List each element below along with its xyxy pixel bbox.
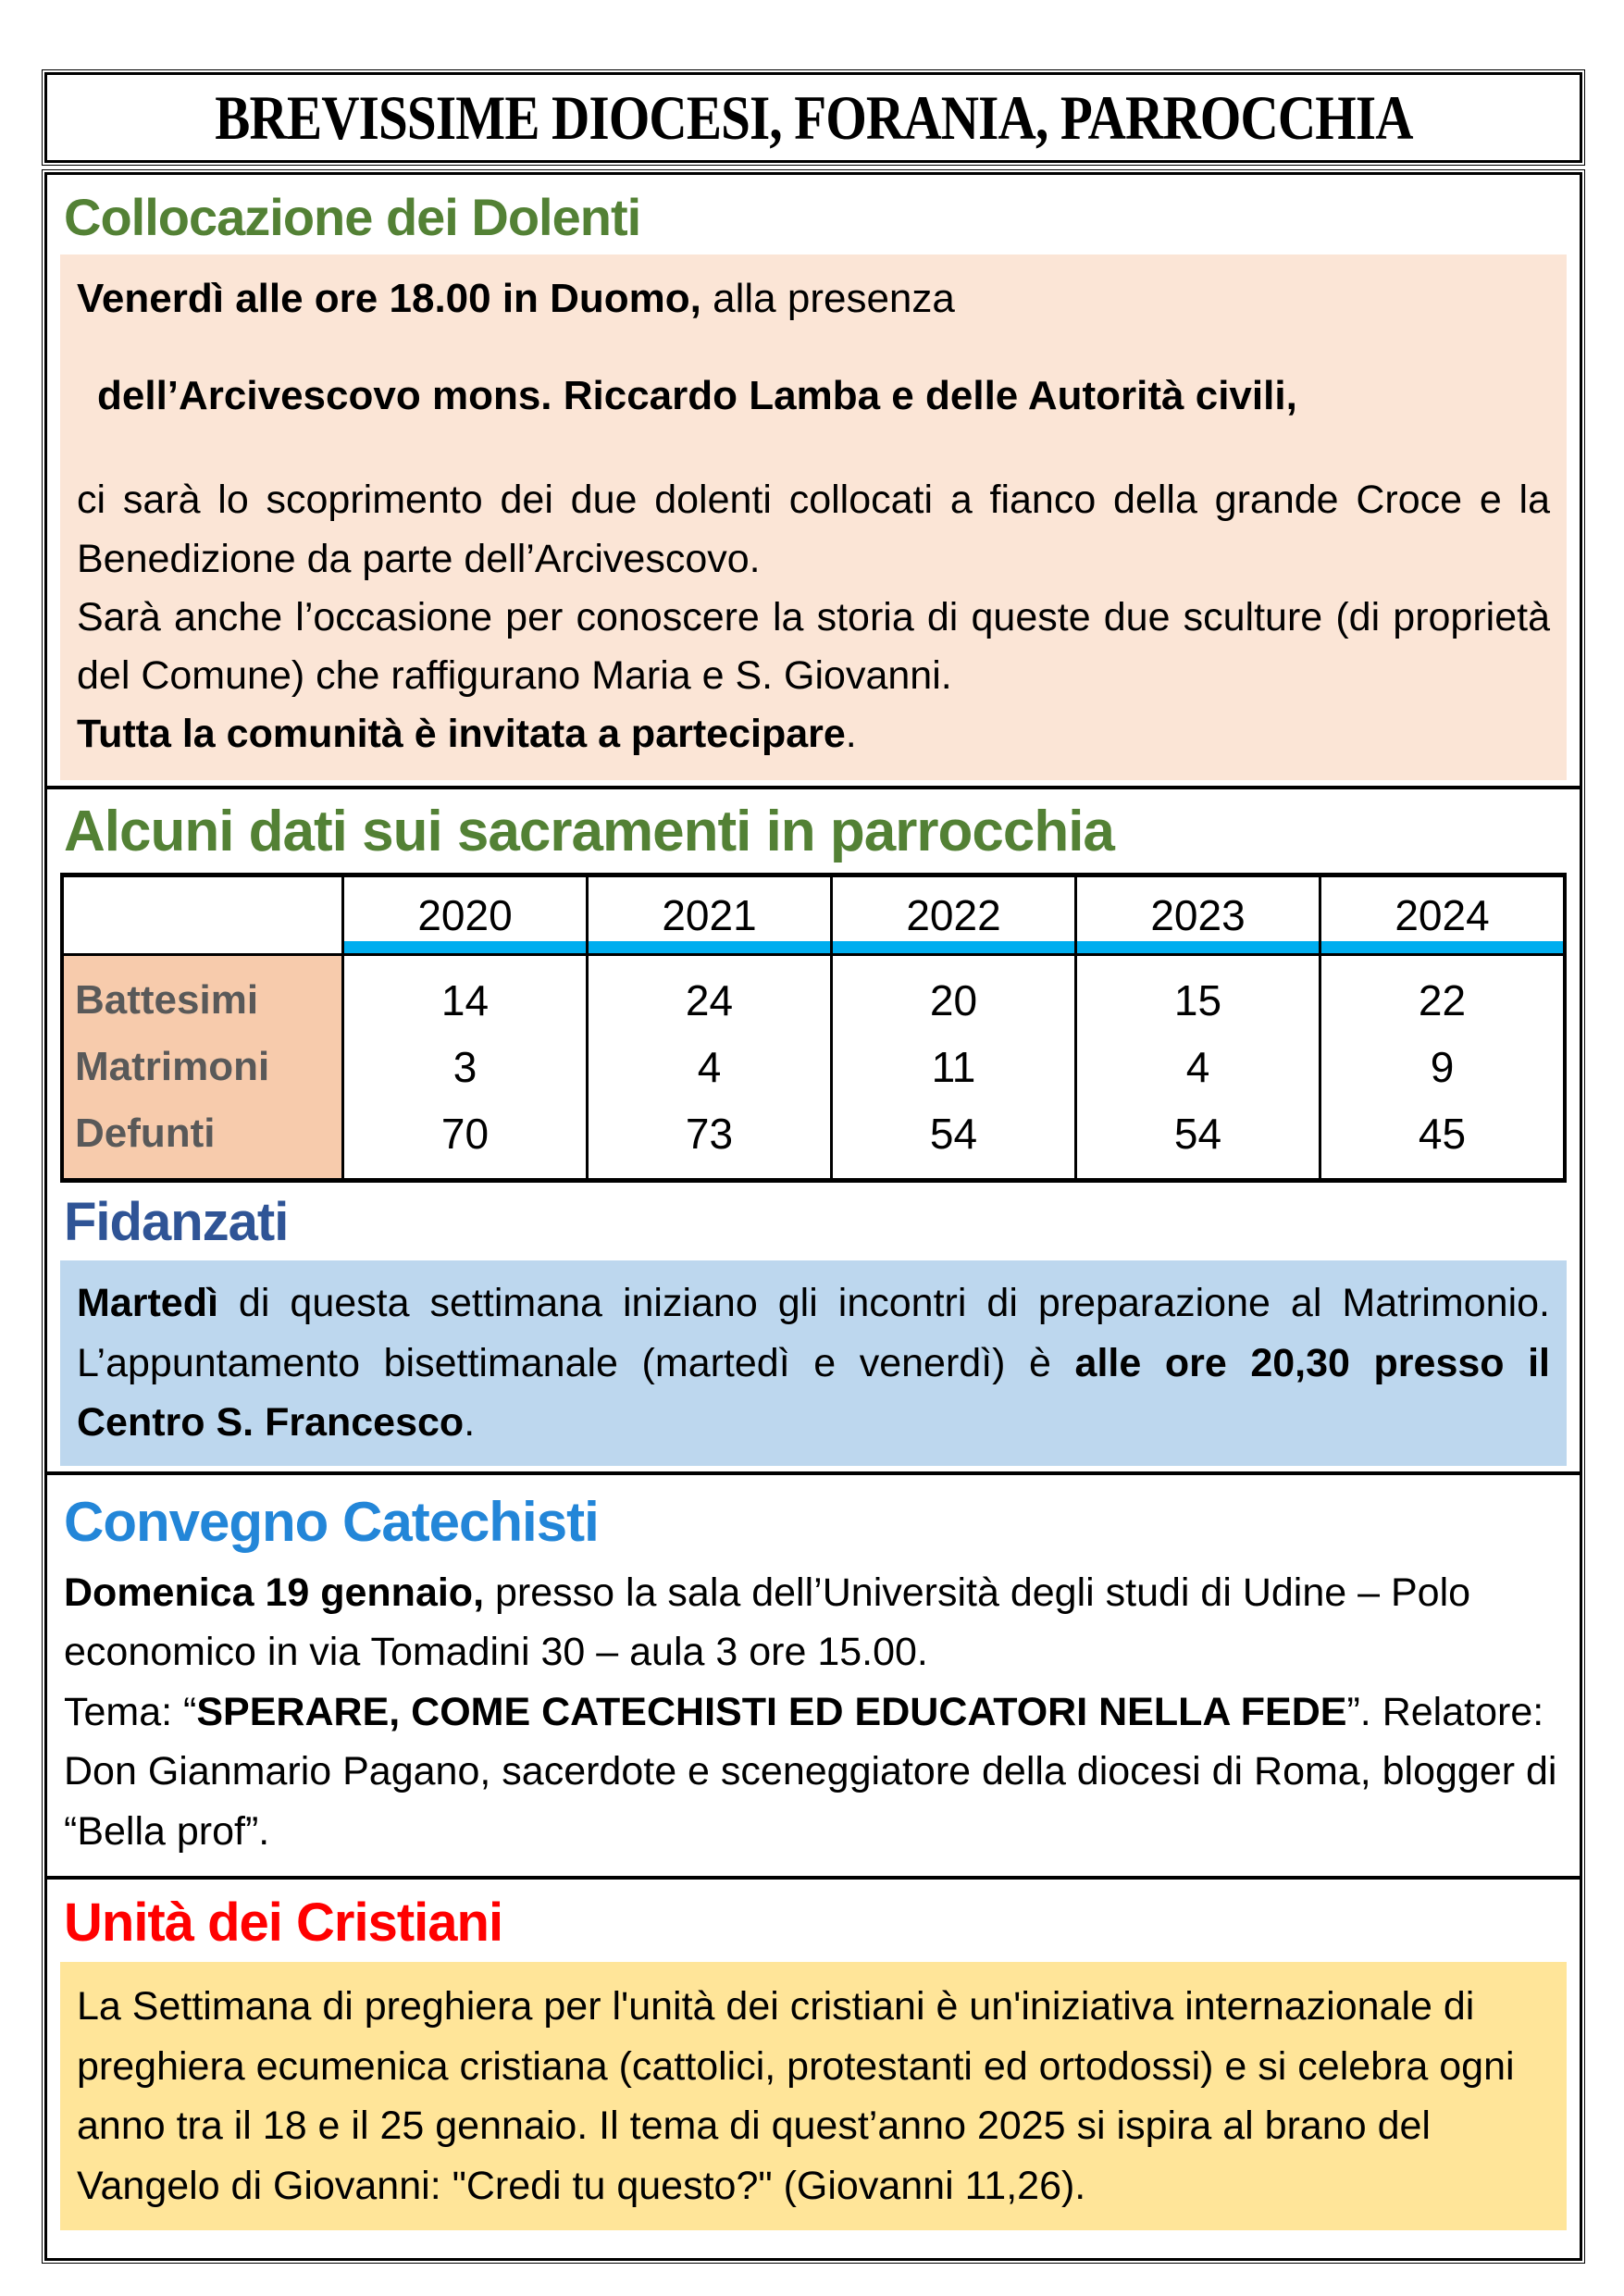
dolenti-line2 (97, 370, 1550, 421)
table-cell: 4 (697, 1042, 722, 1091)
banner-box (44, 72, 1582, 163)
dolenti-line1 (77, 273, 1550, 324)
section-divider (47, 786, 1580, 789)
table-header-year-2023 (1074, 877, 1319, 956)
banner-title: BREVISSIME DIOCESI, FORANIA, PARROCCHIA (214, 81, 1413, 153)
table-col-2023 (1074, 956, 1319, 1178)
table-cell: 24 (685, 975, 734, 1024)
year-label: 2020 (417, 890, 513, 939)
table-cell: 3 (452, 1042, 477, 1091)
dolenti-body-1: ci sarà lo scoprimento dei due dolenti collocati a fianco della grande Croce e la Benedizione da parte dell’Arcivescovo. (77, 478, 1550, 581)
content-box (44, 172, 1582, 2261)
section-divider (47, 1876, 1580, 1880)
row-label-matrimoni: Matrimoni (75, 1043, 270, 1089)
cyan-underline-bar (1077, 941, 1319, 953)
cyan-underline-bar (344, 941, 586, 953)
table-col-2020 (341, 956, 586, 1178)
table-header-year-2021 (586, 877, 830, 956)
heading-sacramenti: Alcuni dati sui sacramenti in parrocchia (64, 800, 1114, 864)
convegno-line1 (64, 1563, 1563, 1682)
convegno-line2-bold: SPERARE, COME CATECHISTI ED EDUCATORI NELLA FEDE (196, 1689, 1347, 1734)
convegno-line2-post: ”. Relatore: Don Gianmario Pagano, sacerdote e sceneggiatore della diocesi di Roma, blogger di “Bella prof”. (64, 1689, 1557, 1854)
dolenti-paragraph-block (60, 254, 1567, 780)
table-cell: 4 (1185, 1042, 1210, 1091)
table-cell: 9 (1430, 1042, 1455, 1091)
dolenti-line1-rest: alla presenza (700, 276, 955, 322)
heading-unita-cristiani: Unità dei Cristiani (64, 1893, 503, 1954)
convegno-line2-pre: Tema: “ (64, 1689, 197, 1734)
table-col-2024 (1319, 956, 1563, 1178)
cyan-underline-bar (589, 941, 830, 953)
convegno-line2 (64, 1682, 1563, 1862)
unita-paragraph-block: La Settimana di preghiera per l'unità dei cristiani è un'iniziativa internazionale di preghiera ecumenica cristiana (cattolici, protestanti ed ortodossi) e si celebra ogni anno tra il 18 e il 25 gennaio. Il tema di quest’anno 2025 si ispira al brano del Vangelo di Giovanni: "Credi tu questo?" (Giovanni 11,26). (60, 1962, 1567, 2230)
year-label: 2023 (1150, 890, 1246, 939)
dolenti-body-3-rest: . (845, 712, 857, 757)
table-cell: 70 (440, 1109, 490, 1158)
table-cell: 14 (440, 975, 490, 1024)
year-label: 2021 (662, 890, 757, 939)
year-label: 2024 (1395, 890, 1490, 939)
fidanzati-paragraph-block (60, 1260, 1567, 1466)
cyan-underline-bar (1321, 941, 1563, 953)
dolenti-body-3 (77, 705, 1550, 763)
bulletin-page (44, 72, 1582, 2261)
section-divider (47, 1471, 1580, 1475)
table-header-year-2024 (1319, 877, 1563, 956)
table-cell: 11 (931, 1042, 976, 1091)
table-header-year-2022 (830, 877, 1074, 956)
table-cell: 73 (685, 1109, 734, 1158)
fidanzati-lead-bold: Martedì (77, 1281, 218, 1326)
table-cell: 54 (929, 1109, 978, 1158)
table-cell: 54 (1173, 1109, 1222, 1158)
table-cell: 20 (929, 975, 978, 1024)
table-cell: 22 (1418, 975, 1467, 1024)
row-label-battesimi: Battesimi (75, 976, 259, 1023)
table-col-2022 (830, 956, 1074, 1178)
convegno-line1-rest: presso la sala dell’Università degli studi di Udine – Polo economico in via Tomadini 30 – aula 3 ore 15.00. (64, 1570, 1471, 1675)
table-header-year-2020 (341, 877, 586, 956)
heading-convegno-catechisti: Convegno Catechisti (64, 1490, 599, 1553)
dolenti-line2-bold: dell’Arcivescovo mons. Riccardo Lamba e delle Autorità civili, (97, 373, 1297, 419)
dolenti-line1-bold: Venerdì alle ore 18.00 in Duomo, (77, 276, 701, 322)
table-row-labels (64, 956, 341, 1178)
row-label-defunti: Defunti (75, 1110, 216, 1156)
cyan-underline-bar (833, 941, 1074, 953)
table-header-empty (64, 877, 341, 956)
fidanzati-body: di questa settimana iniziano gli incontri di preparazione al Matrimonio. L’appuntamento bisettimanale (martedì e venerdì) è (77, 1281, 1550, 1385)
convegno-paragraph-block (60, 1561, 1567, 1871)
dolenti-body-3-bold: Tutta la comunità è invitata a partecipare (77, 712, 846, 757)
heading-fidanzati: Fidanzati (64, 1191, 289, 1252)
fidanzati-tail-bold: alle ore 20,30 presso il Centro S. Francesco (77, 1340, 1551, 1446)
year-label: 2022 (906, 890, 1001, 939)
fidanzati-tail-rest: . (464, 1400, 476, 1446)
table-cell: 15 (1173, 975, 1222, 1024)
heading-collocazione-dolenti: Collocazione dei Dolenti (64, 188, 641, 246)
table-cell: 45 (1418, 1109, 1467, 1158)
table-col-2021 (586, 956, 830, 1178)
dolenti-body-2: Sarà anche l’occasione per conoscere la storia di queste due sculture (di proprietà del Comune) che raffigurano Maria e S. Giovanni. (77, 594, 1550, 698)
convegno-line1-bold: Domenica 19 gennaio, (64, 1570, 485, 1615)
sacraments-table (60, 873, 1567, 1183)
